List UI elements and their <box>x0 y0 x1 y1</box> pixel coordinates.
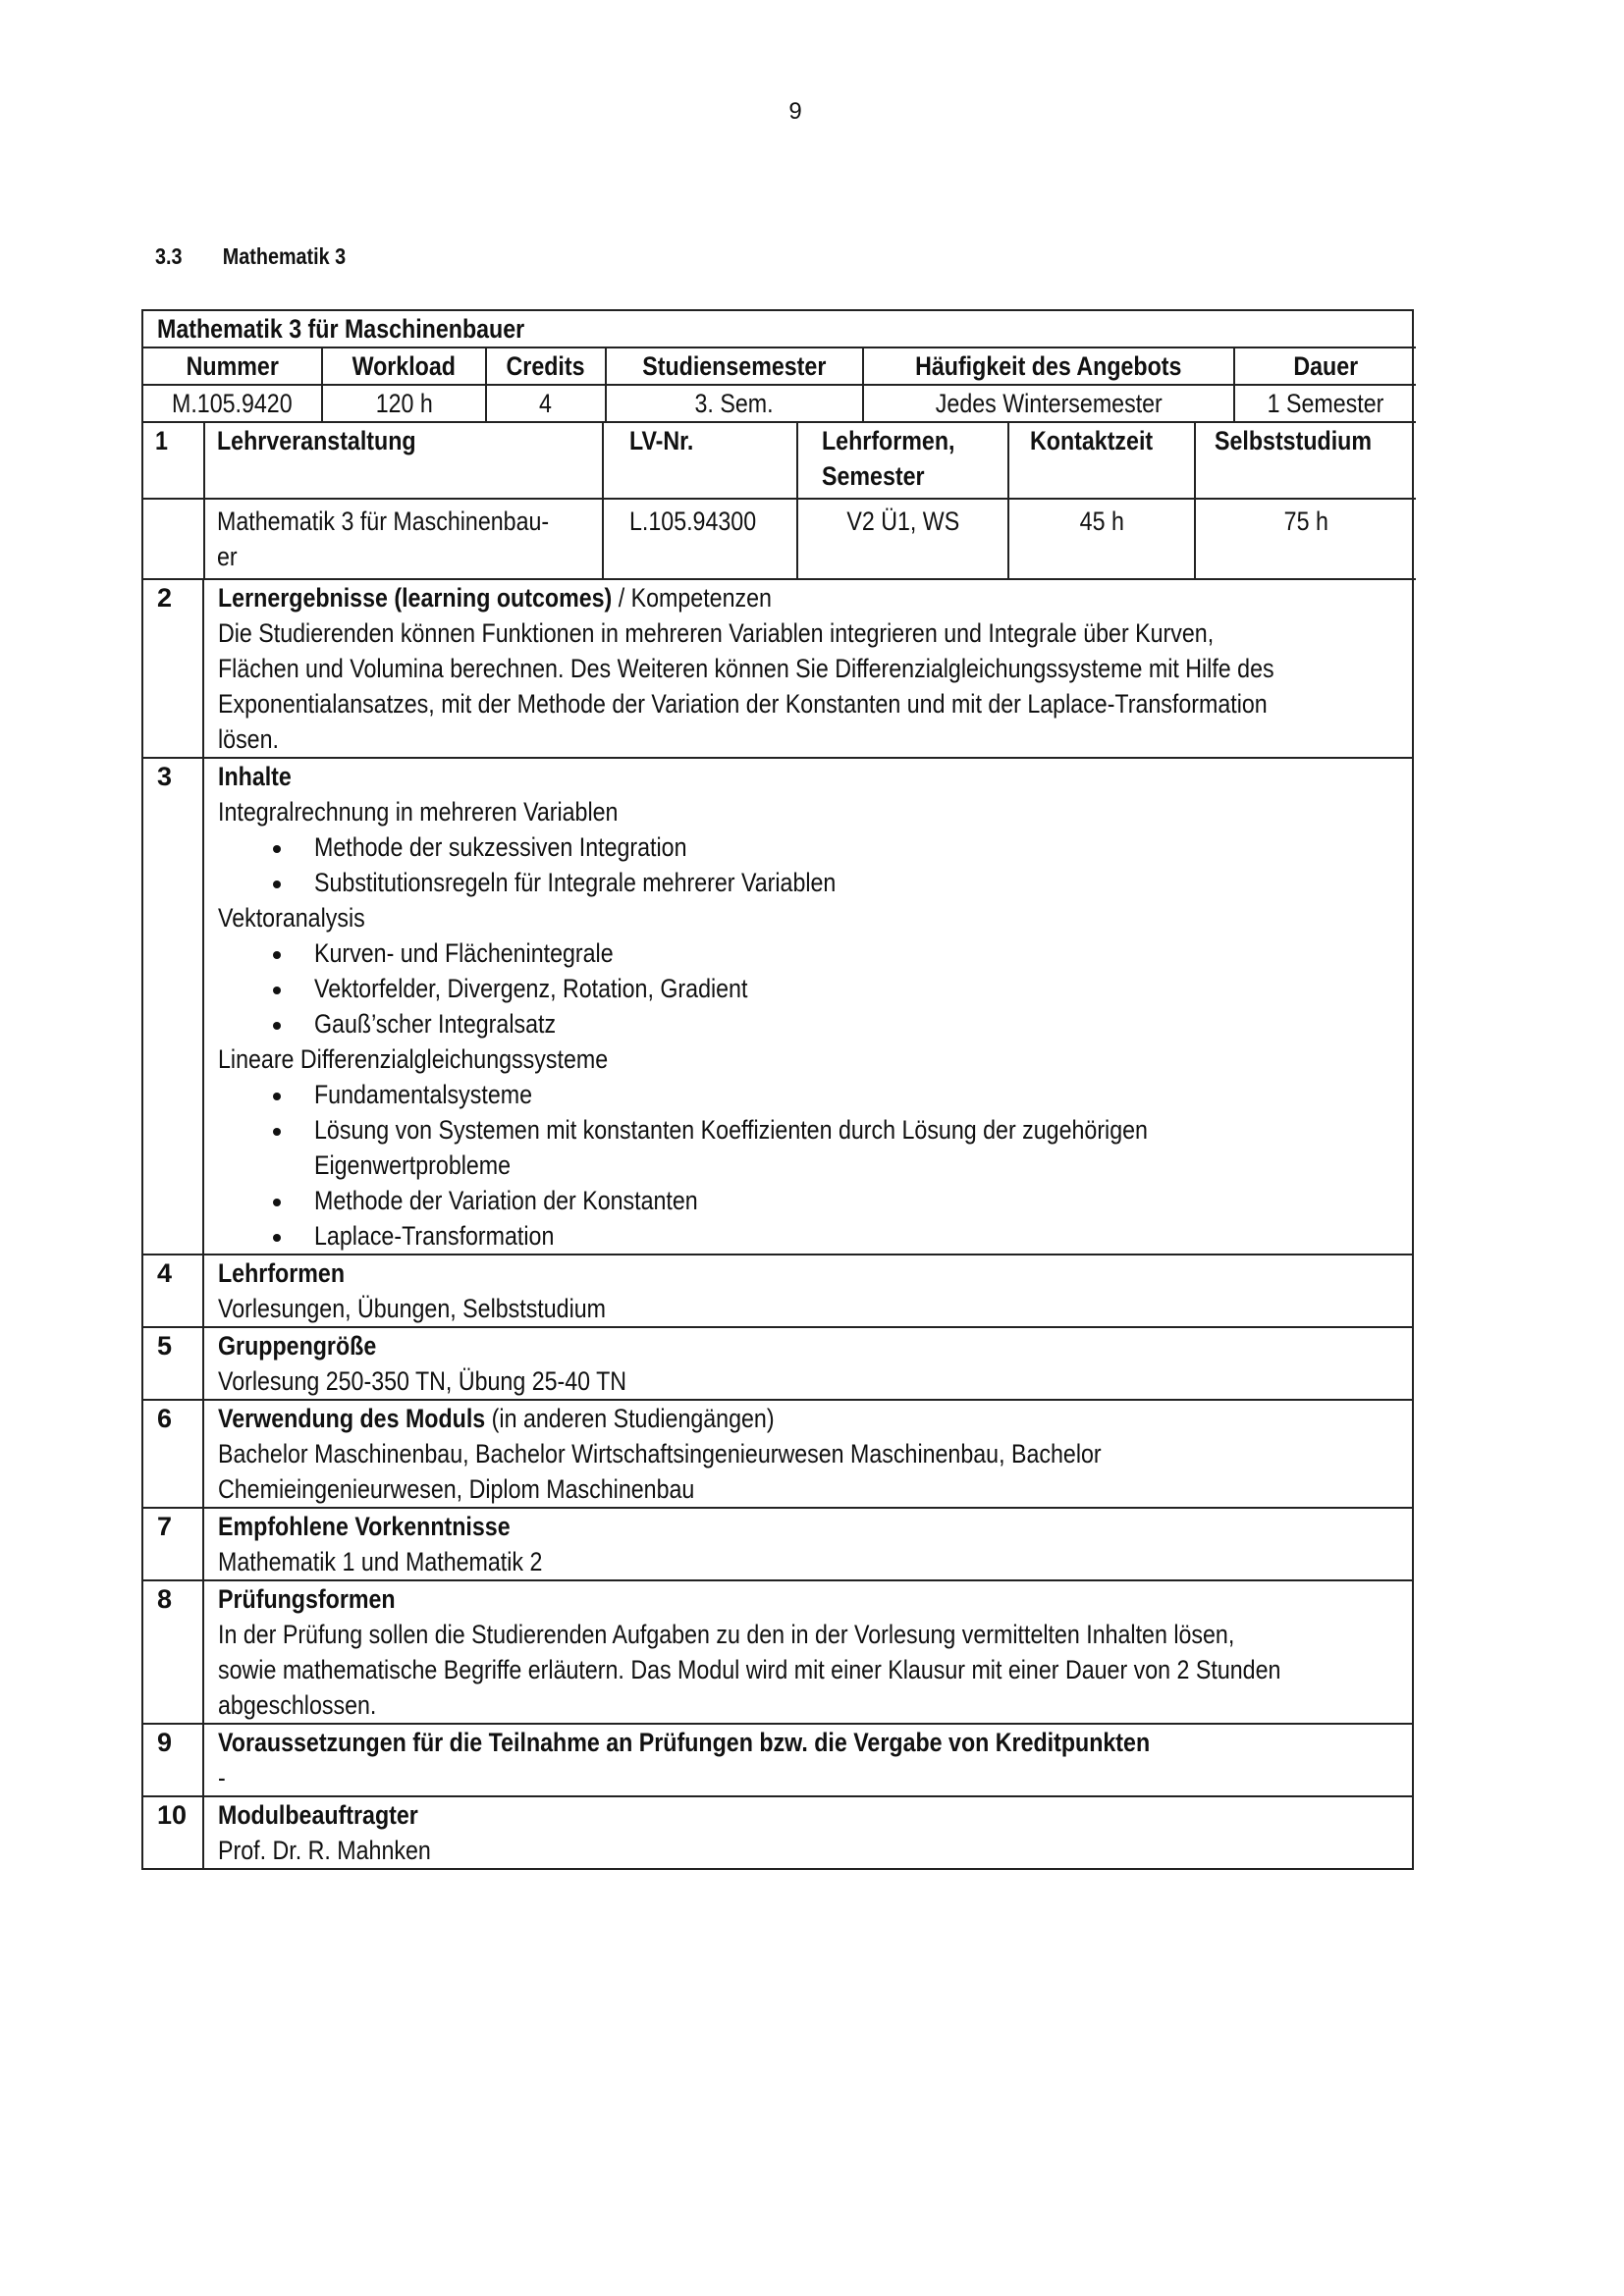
section-7-content <box>204 1509 1412 1579</box>
section-2-line: Flächen und Volumina berechnen. Des Weiteren können Sie Differenzialgleichungssysteme mit Hilfe des <box>218 654 1274 683</box>
section-4-row <box>143 1254 1412 1326</box>
module-title-row <box>143 309 1412 347</box>
section-10-number: 10 <box>143 1797 204 1868</box>
section-2-heading: Lernergebnisse (learning outcomes) / Kompetenzen <box>218 583 772 613</box>
section-6-row <box>143 1399 1412 1507</box>
list-item: Methode der Variation der Konstanten <box>218 1183 1398 1218</box>
content-list <box>218 829 1398 900</box>
section-6-line: Chemieingenieurwesen, Diplom Maschinenbau <box>218 1474 695 1504</box>
section-5-content <box>204 1328 1412 1399</box>
section-2-content <box>204 580 1460 757</box>
module-title: Mathematik 3 für Maschinenbauer <box>157 314 525 344</box>
section-8-line: In der Prüfung sollen die Studierenden Aufgaben zu den in der Vorlesung vermittelten Inhalten lösen, <box>218 1620 1235 1649</box>
page-number: 9 <box>788 98 802 125</box>
section-5-heading: Gruppengröße <box>218 1331 377 1361</box>
meta-header-row <box>143 347 1416 385</box>
section-9-row <box>143 1723 1412 1795</box>
section-3-content <box>204 759 1412 1254</box>
section-4-heading: Lehrformen <box>218 1258 346 1288</box>
section-7-number: 7 <box>143 1509 204 1579</box>
section-2-line: Exponentialansatzes, mit der Methode der Variation der Konstanten und mit der Laplace-Transformation <box>218 689 1268 719</box>
meta-value-studiensemester: 3. Sem. <box>606 385 863 422</box>
section-9-number: 9 <box>143 1725 204 1795</box>
list-item: Methode der sukzessiven Integration <box>218 829 1398 865</box>
meta-value-nummer: M.105.9420 <box>143 385 322 422</box>
section-5-row <box>143 1326 1412 1399</box>
list-item: Lösung von Systemen mit konstanten Koeffizienten durch Lösung der zugehörigen Eigenwertprobleme <box>218 1112 1398 1183</box>
section-4-number: 4 <box>143 1255 204 1326</box>
meta-value-workload: 120 h <box>322 385 486 422</box>
content-list <box>218 1077 1398 1254</box>
section-2-line: Die Studierenden können Funktionen in mehreren Variablen integrieren und Integrale über Kurven, <box>218 618 1215 648</box>
section-7-heading: Empfohlene Vorkenntnisse <box>218 1512 511 1541</box>
course-header-lehrveranstaltung: Lehrveranstaltung <box>204 422 603 499</box>
course-lv-nr: L.105.94300 <box>603 499 797 579</box>
course-row-number: 1 <box>143 422 204 499</box>
section-6-line: Bachelor Maschinenbau, Bachelor Wirtschaftsingenieurwesen Maschinenbau, Bachelor <box>218 1439 1102 1468</box>
meta-header-workload: Workload <box>322 347 486 385</box>
module-meta-table <box>143 347 1416 423</box>
section-7-text: Mathematik 1 und Mathematik 2 <box>218 1547 543 1576</box>
section-10-heading: Modulbeauftragter <box>218 1800 418 1830</box>
section-10-content <box>204 1797 1412 1868</box>
section-6-heading: Verwendung des Moduls (in anderen Studiengängen) <box>218 1404 775 1433</box>
list-item: Vektorfelder, Divergenz, Rotation, Gradient <box>218 971 1398 1006</box>
list-item: Gauß’scher Integralsatz <box>218 1006 1398 1041</box>
section-4-content <box>204 1255 1412 1326</box>
section-10-text: Prof. Dr. R. Mahnken <box>218 1836 431 1865</box>
content-group-heading: Vektoranalysis <box>218 903 365 933</box>
section-10-row <box>143 1795 1412 1868</box>
list-item: Laplace-Transformation <box>218 1218 1398 1254</box>
module-table <box>141 309 1414 1870</box>
course-header-row <box>143 422 1416 499</box>
section-title: Mathematik 3 <box>222 243 347 269</box>
meta-value-credits: 4 <box>486 385 606 422</box>
section-number: 3.3 <box>155 243 183 269</box>
section-5-text: Vorlesung 250-350 TN, Übung 25-40 TN <box>218 1366 627 1396</box>
meta-header-studiensemester: Studiensemester <box>606 347 863 385</box>
course-value-row <box>143 499 1416 579</box>
section-9-heading: Voraussetzungen für die Teilnahme an Prüfungen bzw. die Vergabe von Kreditpunkten <box>218 1728 1151 1757</box>
meta-header-dauer: Dauer <box>1234 347 1416 385</box>
list-item: Fundamentalsysteme <box>218 1077 1398 1112</box>
course-lehrformen: V2 Ü1, WS <box>797 499 1008 579</box>
course-name: Mathematik 3 für Maschinenbau- er <box>204 499 603 579</box>
section-9-content <box>204 1725 1412 1795</box>
content-group-heading: Integralrechnung in mehreren Variablen <box>218 797 619 827</box>
section-9-text: - <box>218 1763 226 1792</box>
course-header-selbststudium: Selbststudium <box>1195 422 1416 499</box>
module-box <box>141 309 1414 1870</box>
course-selbststudium: 75 h <box>1195 499 1416 579</box>
section-2-number: 2 <box>143 580 204 757</box>
section-8-number: 8 <box>143 1581 204 1723</box>
section-6-number: 6 <box>143 1401 204 1507</box>
section-3-heading: Inhalte <box>218 762 292 791</box>
meta-value-dauer: 1 Semester <box>1234 385 1416 422</box>
list-item: Kurven- und Flächenintegrale <box>218 935 1398 971</box>
section-8-row <box>143 1579 1412 1723</box>
section-8-heading: Prüfungsformen <box>218 1584 396 1614</box>
meta-header-haeufigkeit: Häufigkeit des Angebots <box>863 347 1234 385</box>
meta-value-haeufigkeit: Jedes Wintersemester <box>863 385 1234 422</box>
section-3-number: 3 <box>143 759 204 1254</box>
section-5-number: 5 <box>143 1328 204 1399</box>
meta-header-credits: Credits <box>486 347 606 385</box>
section-8-line: sowie mathematische Begriffe erläutern. Das Modul wird mit einer Klausur mit einer Dauer von 2 Stunden <box>218 1655 1281 1684</box>
section-2-line: lösen. <box>218 724 279 754</box>
course-kontaktzeit: 45 h <box>1008 499 1195 579</box>
course-header-kontaktzeit: Kontaktzeit <box>1008 422 1195 499</box>
section-4-text: Vorlesungen, Übungen, Selbststudium <box>218 1294 607 1323</box>
section-3-row <box>143 757 1412 1254</box>
content-group-heading: Lineare Differenzialgleichungssysteme <box>218 1044 609 1074</box>
list-item: Substitutionsregeln für Integrale mehrerer Variablen <box>218 865 1398 900</box>
course-header-lv-nr: LV-Nr. <box>603 422 797 499</box>
section-8-line: abgeschlossen. <box>218 1690 377 1720</box>
course-header-lehrformen: Lehrformen, Semester <box>797 422 1008 499</box>
section-8-content <box>204 1581 1468 1723</box>
meta-value-row <box>143 385 1416 422</box>
content-list <box>218 935 1398 1041</box>
section-6-content <box>204 1401 1412 1507</box>
section-7-row <box>143 1507 1412 1579</box>
meta-header-nummer: Nummer <box>143 347 322 385</box>
section-heading <box>155 243 346 270</box>
section-2-row <box>143 578 1412 757</box>
course-table <box>143 421 1416 580</box>
